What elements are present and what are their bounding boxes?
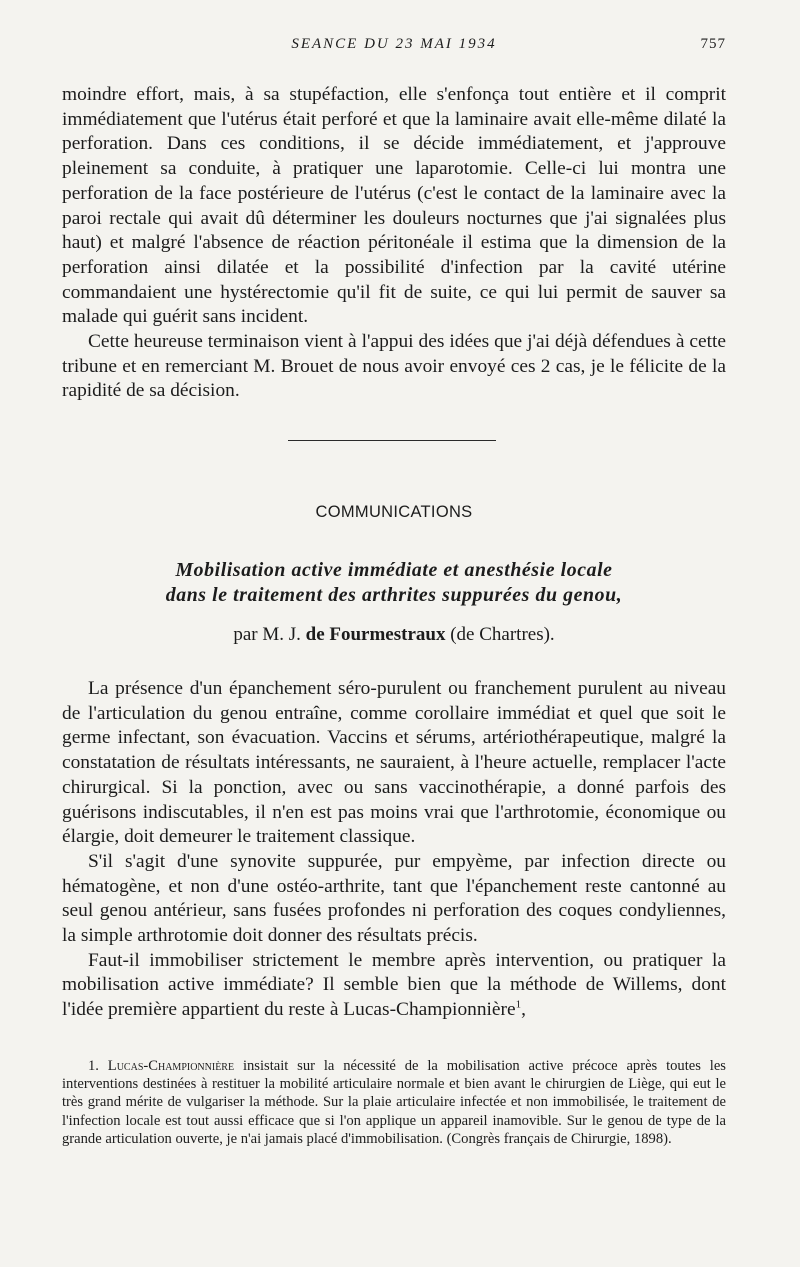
section-divider [288, 440, 496, 441]
running-head-title: SEANCE DU 23 MAI 1934 [291, 36, 497, 52]
article-paragraph-3-end: , [521, 999, 526, 1021]
article-title [62, 558, 726, 608]
article-paragraph-2: S'il s'agit d'une synovite suppurée, pur empyème, par infection directe ou hématogène, et non d'une ostéo-arthrite, tant que l'épanchement reste cantonné au seul genou antérieur, sans fusées profondes ni perforation des coques condyliennes, la simple arthrotomie doit donner des résultats précis. [62, 850, 726, 947]
byline-prefix: par M. J. [233, 624, 301, 645]
article-title-line-2: dans le traitement des arthrites suppurées du genou, [165, 584, 623, 606]
footnote-body: insistait sur la nécessité de la mobilisation active précoce après toutes les interventions destinées à restituer la mobilité articulaire normale et bien avant le chirurgien de Liège, qui eut le très grand mérite de vulgariser la méthode. Sur la plaie articulaire infectée et non immobilisée, le traitement de l'infection locale est tout aussi efficace que si l'on applique un appareil inamovible. Sur le genou de type de la grande articulation ouverte, je n'ai jamais placé d'immobilisation. (Congrès français de Chirurgie, 1898). [62, 1058, 726, 1147]
byline-author: de Fourmestraux [305, 624, 446, 645]
footnote-text [62, 1057, 726, 1148]
byline [62, 624, 726, 646]
section-heading: COMMUNICATIONS [315, 503, 473, 521]
continued-paragraph-1: moindre effort, mais, à sa stupéfaction, elle s'enfonça tout entière et il comprit immédiatement que l'utérus était perforé et que la laminaire avait elle-même dilaté la perforation. Dans ces conditions, il se décide immédiatement, et j'approuve pleinement sa conduite, à pratiquer une laparotomie. Celle-ci lui montra une perforation de la face postérieure de l'utérus (c'est le contact de la laminaire avec la paroi rectale qui avait dû déterminer les douleurs nocturnes que j'ai signalées plus haut) et malgré l'absence de réaction péritonéale il estima que la dimension de la perforation ainsi dilatée et la possibilité d'infection par la cavité utérine commandaient une hystérectomie qu'il fit de suite, ce qui lui permit de sauver sa malade qui guérit sans incident. [62, 84, 726, 328]
continued-text [62, 83, 726, 404]
article-body [62, 677, 726, 1023]
article-paragraph-3 [62, 949, 726, 1023]
article-title-line-1: Mobilisation active immédiate et anesthésie locale [175, 559, 613, 581]
footnote [62, 1057, 726, 1148]
article-paragraph-3-text: Faut-il immobiliser strictement le membre après intervention, ou pratiquer la mobilisation active immédiate? Il semble bien que la méthode de Willems, dont l'idée première appartient du reste à Lucas-Championnière [62, 949, 726, 1021]
article-paragraph-1: La présence d'un épanchement séro-purulent ou franchement purulent au niveau de l'articulation du genou entraîne, comme corollaire immédiat et quel que soit le germe infectant, son évacuation. Vaccins et sérums, artériothérapeutique, malgré la constatation de résultats intéressants, ne sauraient, à l'heure actuelle, remplacer l'acte chirurgical. Si la ponction, avec ou sans vaccinothérapie, a donné parfois des guérisons indiscutables, il n'en est pas moins vrai que l'arthrotomie, économique ou élargie, doit demeurer le traitement classique. [62, 678, 726, 848]
byline-suffix: (de Chartres). [450, 624, 555, 645]
footnote-name: Lucas-Championnière [107, 1058, 235, 1074]
page-number: 757 [700, 36, 726, 52]
footnote-reference: 1 [515, 998, 522, 1011]
footnote-number: 1. [88, 1058, 99, 1074]
continued-paragraph-2: Cette heureuse terminaison vient à l'appui des idées que j'ai déjà défendues à cette tribune et en remerciant M. Brouet de nous avoir envoyé ces 2 cas, je le félicite de la rapidité de sa décision. [62, 331, 726, 402]
